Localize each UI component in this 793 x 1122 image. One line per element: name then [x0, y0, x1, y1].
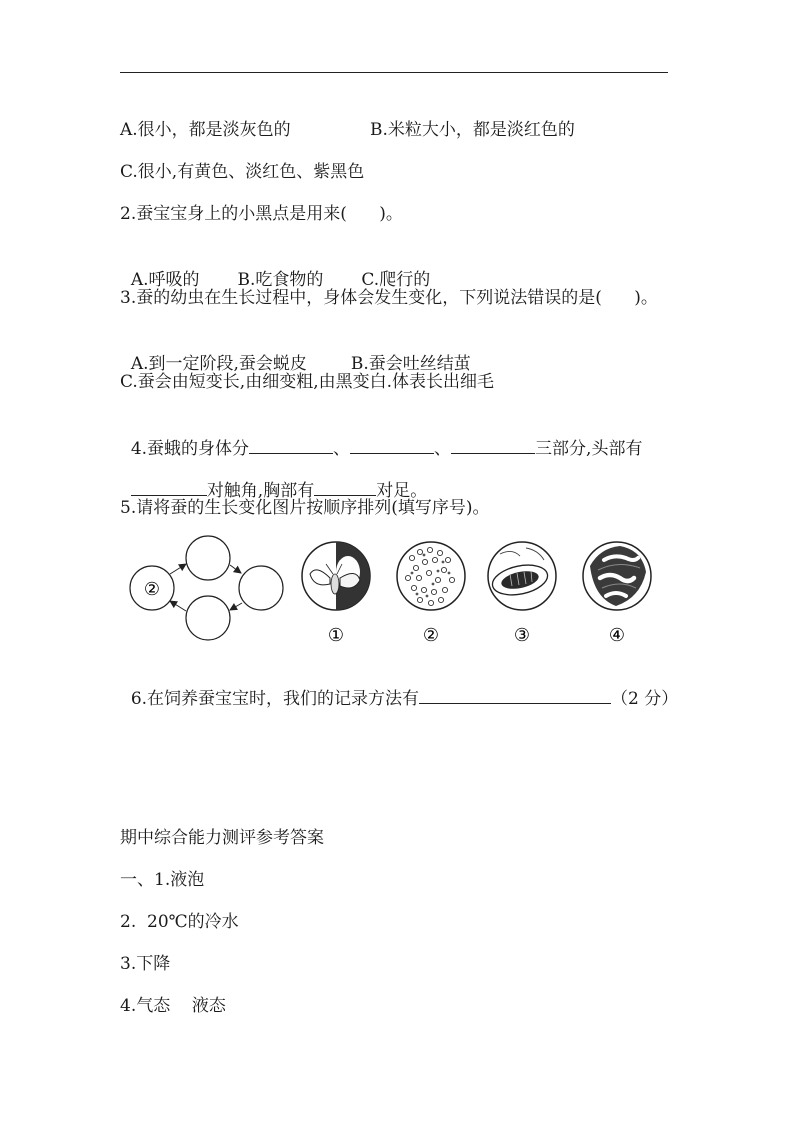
silkworm-figure [120, 528, 665, 648]
picture-label-3: ③ [513, 625, 531, 646]
picture-label-1: ① [327, 625, 345, 646]
cycle-blank-right[interactable] [239, 566, 283, 610]
q2-options [120, 244, 430, 292]
q6-blank[interactable] [419, 686, 611, 704]
q3-options [120, 328, 471, 376]
eggs-picture [397, 542, 465, 610]
q4-part4: 对足。 [376, 481, 428, 501]
q4-blank-3[interactable] [451, 436, 535, 454]
q4-part2: 三部分,头部有 [535, 439, 643, 459]
q4-blank-1[interactable] [249, 436, 333, 454]
q6-score: （2 分） [611, 689, 679, 709]
q3-option-c: C.蚕会由短变长,由细变粗,由黑变白.体表长出细毛 [120, 372, 495, 392]
cycle-start-label: ② [143, 579, 161, 600]
q5-stem: 5.请将蚕的生长变化图片按顺序排列(填写序号)。 [120, 498, 490, 518]
pupa-picture [488, 542, 556, 610]
q3-option-a: A.到一定阶段,蚕会蜕皮 [130, 354, 307, 374]
q4-blank-5[interactable] [314, 478, 376, 496]
picture-label-4: ④ [608, 625, 626, 646]
larvae-picture [583, 542, 651, 610]
moth-picture [302, 542, 370, 610]
q3-option-b: B.蚕会吐丝结茧 [350, 354, 471, 374]
q4-blank-2[interactable] [350, 436, 434, 454]
top-rule [120, 72, 668, 73]
answers-title: 期中综合能力测评参考答案 [120, 828, 324, 848]
q1-option-b: B.米粒大小，都是淡红色的 [370, 120, 575, 140]
q2-stem: 2.蚕宝宝身上的小黑点是用来( )。 [120, 204, 403, 224]
answer-item-1: 一、1.液泡 [120, 870, 205, 890]
q3-stem: 3.蚕的幼虫在生长过程中，身体会发生变化，下列说法错误的是( )。 [120, 288, 658, 308]
q4-part3: 对触角,胸部有 [206, 481, 315, 501]
q4-blank-4[interactable] [131, 478, 207, 496]
cycle-blank-top[interactable] [186, 536, 230, 580]
q1-option-c: C.很小,有黄色、淡红色、紫黑色 [120, 162, 365, 182]
q2-option-c: C.爬行的 [361, 270, 431, 290]
q4-sep1: 、 [333, 439, 351, 459]
q4-sep2: 、 [434, 439, 452, 459]
answer-item-2: 2. 20℃的冷水 [120, 912, 239, 932]
q2-option-b: B.吃食物的 [237, 270, 324, 290]
q6-line [120, 662, 678, 711]
answer-item-4: 4.气态 液态 [120, 996, 226, 1016]
life-cycle-diagram [130, 536, 283, 640]
cycle-blank-bottom[interactable] [186, 596, 230, 640]
picture-label-2: ② [422, 625, 440, 646]
q6-stem: 6.在饲养蚕宝宝时，我们的记录方法有 [130, 689, 420, 709]
q1-option-a: A.很小，都是淡灰色的 [120, 120, 291, 140]
q4-part1: 4.蚕蛾的身体分 [130, 439, 250, 459]
answer-item-3: 3.下降 [120, 954, 171, 974]
q2-option-a: A.呼吸的 [130, 270, 200, 290]
